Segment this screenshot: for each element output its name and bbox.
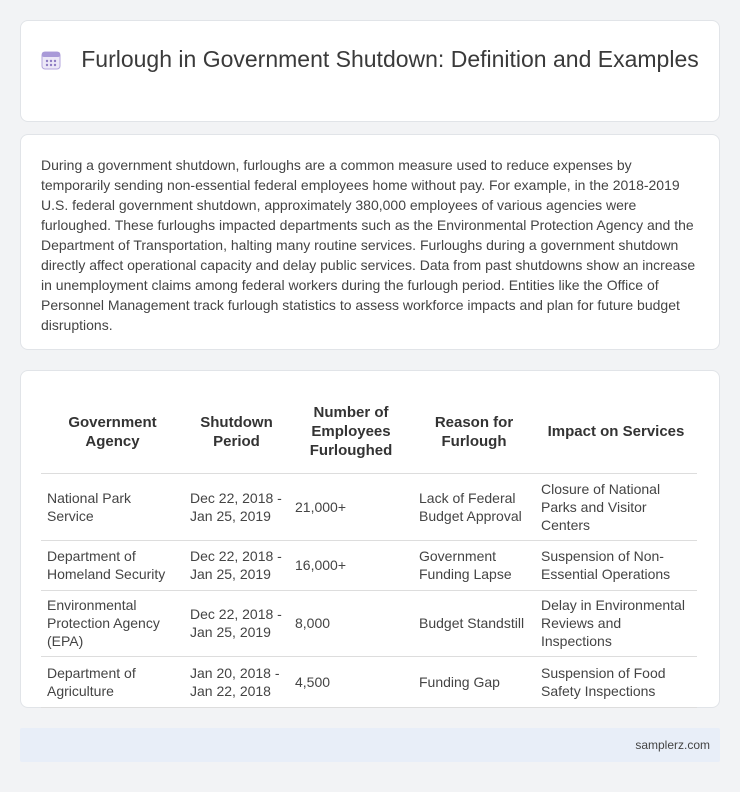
table-row <box>41 590 697 656</box>
title-card <box>20 20 720 122</box>
table-row <box>41 656 697 707</box>
column-header: Impact on Services <box>535 391 697 473</box>
table-cell: 8,000 <box>289 590 413 656</box>
description-card <box>20 134 720 350</box>
table-cell: Government Funding Lapse <box>413 540 535 590</box>
table-cell: Closure of National Parks and Visitor Centers <box>535 473 697 540</box>
column-header: Number of Employees Furloughed <box>289 391 413 473</box>
table-header-row <box>41 391 697 473</box>
table-cell: Department of Agriculture <box>41 656 184 707</box>
column-header: Reason for Furlough <box>413 391 535 473</box>
column-header: Government Agency <box>41 391 184 473</box>
table-cell: Budget Standstill <box>413 590 535 656</box>
table-cell: Dec 22, 2018 - Jan 25, 2019 <box>184 540 289 590</box>
table-cell: Lack of Federal Budget Approval <box>413 473 535 540</box>
table-cell: Environmental Protection Agency (EPA) <box>41 590 184 656</box>
calendar-icon <box>41 50 61 70</box>
table-cell: National Park Service <box>41 473 184 540</box>
page-title-text: Furlough in Government Shutdown: Definition and Examples <box>81 46 699 72</box>
table-cell: 16,000+ <box>289 540 413 590</box>
table-cell: Department of Homeland Security <box>41 540 184 590</box>
footer-bar <box>20 728 720 762</box>
furlough-table <box>41 391 697 708</box>
table-card <box>20 370 720 708</box>
footer-site-link[interactable]: samplerz.com <box>635 738 710 752</box>
table-cell: 4,500 <box>289 656 413 707</box>
description-text: During a government shutdown, furloughs are a common measure used to reduce expenses by temporarily sending non-essential federal employees home without pay. For example, in the 2018-2019 U.S. federal government shutdown, approximately 380,000 employees of various agencies were furloughed. These furloughs impacted departments such as the Environmental Protection Agency and the Department of Transportation, halting many routine services. Furloughs during a government shutdown directly affect operational capacity and delay public services. Data from past shutdowns show an increase in unemployment claims among federal workers during the furlough period. Entities like the Office of Personnel Management track furlough statistics to assess workforce impacts and plan for future budget disruptions. <box>41 157 696 333</box>
table-cell: Jan 20, 2018 - Jan 22, 2018 <box>184 656 289 707</box>
table-cell: Delay in Environmental Reviews and Inspections <box>535 590 697 656</box>
table-cell: Suspension of Non-Essential Operations <box>535 540 697 590</box>
table-cell: Funding Gap <box>413 656 535 707</box>
page-title <box>21 45 719 74</box>
table-cell: 21,000+ <box>289 473 413 540</box>
column-header: Shutdown Period <box>184 391 289 473</box>
table-cell: Dec 22, 2018 - Jan 25, 2019 <box>184 473 289 540</box>
table-row <box>41 473 697 540</box>
table-cell: Dec 22, 2018 - Jan 25, 2019 <box>184 590 289 656</box>
table-row <box>41 540 697 590</box>
table-cell: Suspension of Food Safety Inspections <box>535 656 697 707</box>
